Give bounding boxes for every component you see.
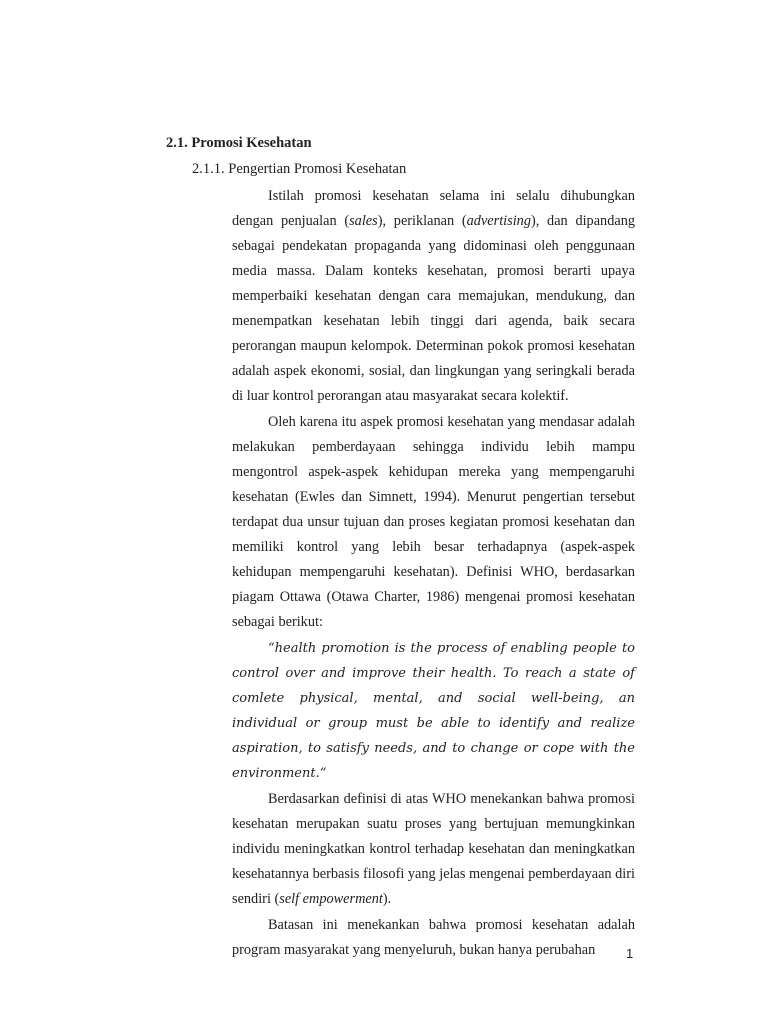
paragraph-1	[232, 184, 635, 409]
paragraph-4-text-a: Berdasarkan definisi di atas WHO menekankan bahwa promosi kesehatan merupakan suatu proses yang bertujuan memungkinkan individu meningkatkan kontrol terhadap kesehatan dan meningkatkan kesehatannya berbasis filosofi yang jelas mengenai pemberdayaan diri sendiri (	[232, 791, 635, 907]
paragraph-1-text-c: ), dan dipandang sebagai pendekatan propaganda yang didominasi oleh penggunaan media massa. Dalam konteks kesehatan, promosi berarti upaya memperbaiki kesehatan dengan cara memajukan, mendukung, dan menempatkan kesehatan lebih tinggi dari agenda, baik secara perorangan maupun kelompok. Determinan pokok promosi kesehatan adalah aspek ekonomi, sosial, dan lingkungan yang seringkali berada di luar kontrol perorangan atau masyarakat secara kolektif.	[232, 213, 635, 404]
page-number: 1	[626, 946, 634, 961]
who-definition-quote: “health promotion is the process of enabling people to control over and improve their health. To reach a state of comlete physical, mental, and social well-being, an individual or group must be able to identify and realize aspiration, to satisfy needs, and to change or cope with the environment.“	[232, 641, 635, 781]
paragraph-4-text-b: ).	[382, 891, 392, 907]
term-sales: sales	[349, 213, 378, 229]
body-text	[232, 184, 635, 964]
paragraph-1-text-b: ), periklanan (	[377, 213, 467, 229]
paragraph-1-text-a: Istilah promosi kesehatan selama ini selalu dihubungkan dengan penjualan (	[232, 188, 635, 229]
section-heading: 2.1. Promosi Kesehatan	[166, 135, 312, 151]
paragraph-4	[232, 787, 635, 912]
term-self-empowerment: self empowerment	[279, 891, 383, 907]
paragraph-5: Batasan ini menekankan bahwa promosi kesehatan adalah program masyarakat yang menyeluruh, bukan hanya perubahan	[232, 917, 635, 958]
subsection-heading: 2.1.1. Pengertian Promosi Kesehatan	[192, 161, 407, 177]
term-advertising: advertising	[466, 213, 531, 229]
paragraph-2: Oleh karena itu aspek promosi kesehatan yang mendasar adalah melakukan pemberdayaan sehingga individu lebih mampu mengontrol aspek-aspek kehidupan mereka yang mempengaruhi kesehatan (Ewles dan Simnett, 1994). Menurut pengertian tersebut terdapat dua unsur tujuan dan proses kegiatan promosi kesehatan dan memiliki kontrol yang lebih besar terhadapnya (aspek-aspek kehidupan mempengaruhi kesehatan). Definisi WHO, berdasarkan piagam Ottawa (Otawa Charter, 1986) mengenai promosi kesehatan sebagai berikut:	[232, 414, 635, 630]
